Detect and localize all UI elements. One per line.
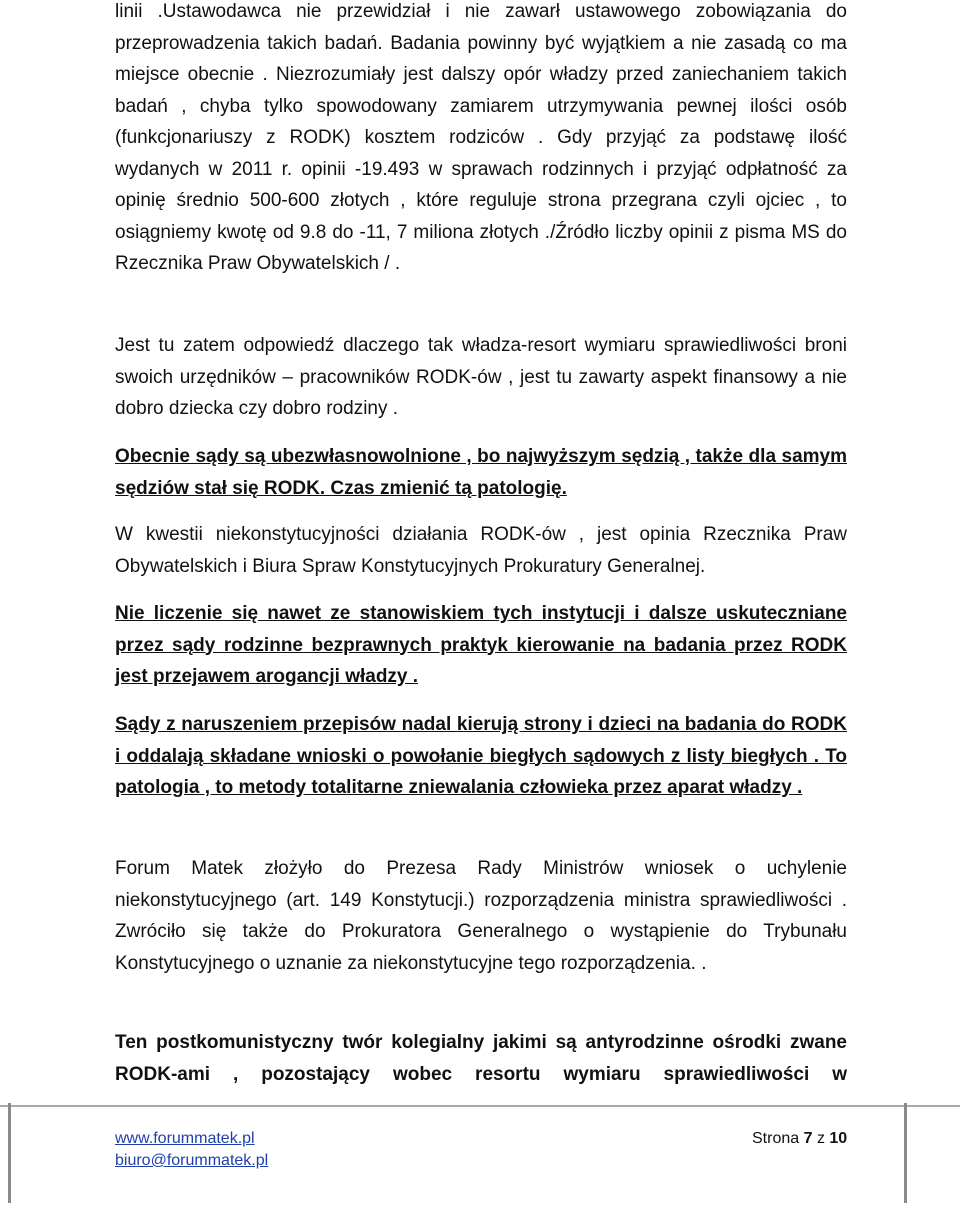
paragraph-opinions-cost: linii .Ustawodawca nie przewidział i nie zawarł ustawowego zobowiązania do przeprowadzenia takich badań. Badania powinny być wyjątkiem a nie zasadą co ma miejsce obecnie . Niezrozumiały jest dalszy opór władzy przed zaniechaniem takich badań , chyba tylko spowodowany zamiarem utrzymywania pewnej ilości osób (funkcjonariuszy z RODK) kosztem rodziców . Gdy przyjąć za podstawę ilość wydanych w 2011 r. opinii -19.493 w sprawach rodzinnych i przyjąć odpłatność za opinię średnio 500-600 złotych , które reguluje strona przegrana czyli ojciec , to osiągniemy kwotę od 9.8 do -11, 7 miliona złotych ./Źródło liczby opinii z pisma MS do Rzecznika Praw Obywatelskich / . [115,1,847,274]
website-link[interactable]: www.forummatek.pl [115,1130,255,1147]
paragraph-pathology: Sądy z naruszeniem przepisów nadal kierują strony i dzieci na badania do RODK i oddalają składane wnioski o powołanie biegłych sądowych z listy biegłych . To patologia , to metody totalitarne zniewalania człowieka przez aparat władzy . [115,714,847,798]
paragraph-arrogance: Nie liczenie się nawet ze stanowiskiem tych instytucji i dalsze uskuteczniane przez sądy rodzinne bezprawnych praktyk kierowanie na badania przez RODK jest przejawem arogancji władzy . [115,603,847,687]
footer-right-border [904,1103,907,1203]
paragraph-answer: Jest tu zatem odpowiedź dlaczego tak władza-resort wymiaru sprawiedliwości broni swoich urzędników – pracowników RODK-ów , jest tu zawarty aspekt finansowy a nie dobro dziecka czy dobro rodziny . [115,335,847,419]
footer-left-border [8,1103,11,1203]
page-current: 7 [803,1130,813,1147]
paragraph-unconstitutionality: W kwestii niekonstytucyjności działania RODK-ów , jest opinia Rzecznika Praw Obywatelskich i Biura Spraw Konstytucyjnych Prokuratury Generalnej. [115,524,847,577]
footer-contact [115,1128,268,1172]
paragraph-forum-matek-motion: Forum Matek złożyło do Prezesa Rady Ministrów wniosek o uchylenie niekonstytucyjnego (art. 149 Konstytucji.) rozporządzenia ministra sprawiedliwości . Zwróciło się także do Prokuratora Generalnego o wystąpienie do Trybunału Konstytucyjnego o uznanie za niekonstytucyjne tego rozporządzenia. . [115,858,847,974]
page-number [752,1128,847,1150]
paragraph-courts-incapacitated: Obecnie sądy są ubezwłasnowolnione , bo najwyższym sędzią , także dla samym sędziów stał się RODK. Czas zmienić tą patologię. [115,446,847,499]
email-link[interactable]: biuro@forummatek.pl [115,1152,269,1169]
paragraph-postcommunist: Ten postkomunistyczny twór kolegialny jakimi są antyrodzinne ośrodki zwane RODK-ami , pozostający wobec resortu wymiaru sprawiedliwości w [115,1032,847,1085]
footer-divider [0,1105,960,1107]
page-total: 10 [829,1130,848,1147]
page-separator: z [812,1130,830,1147]
page-prefix: Strona [752,1130,804,1147]
